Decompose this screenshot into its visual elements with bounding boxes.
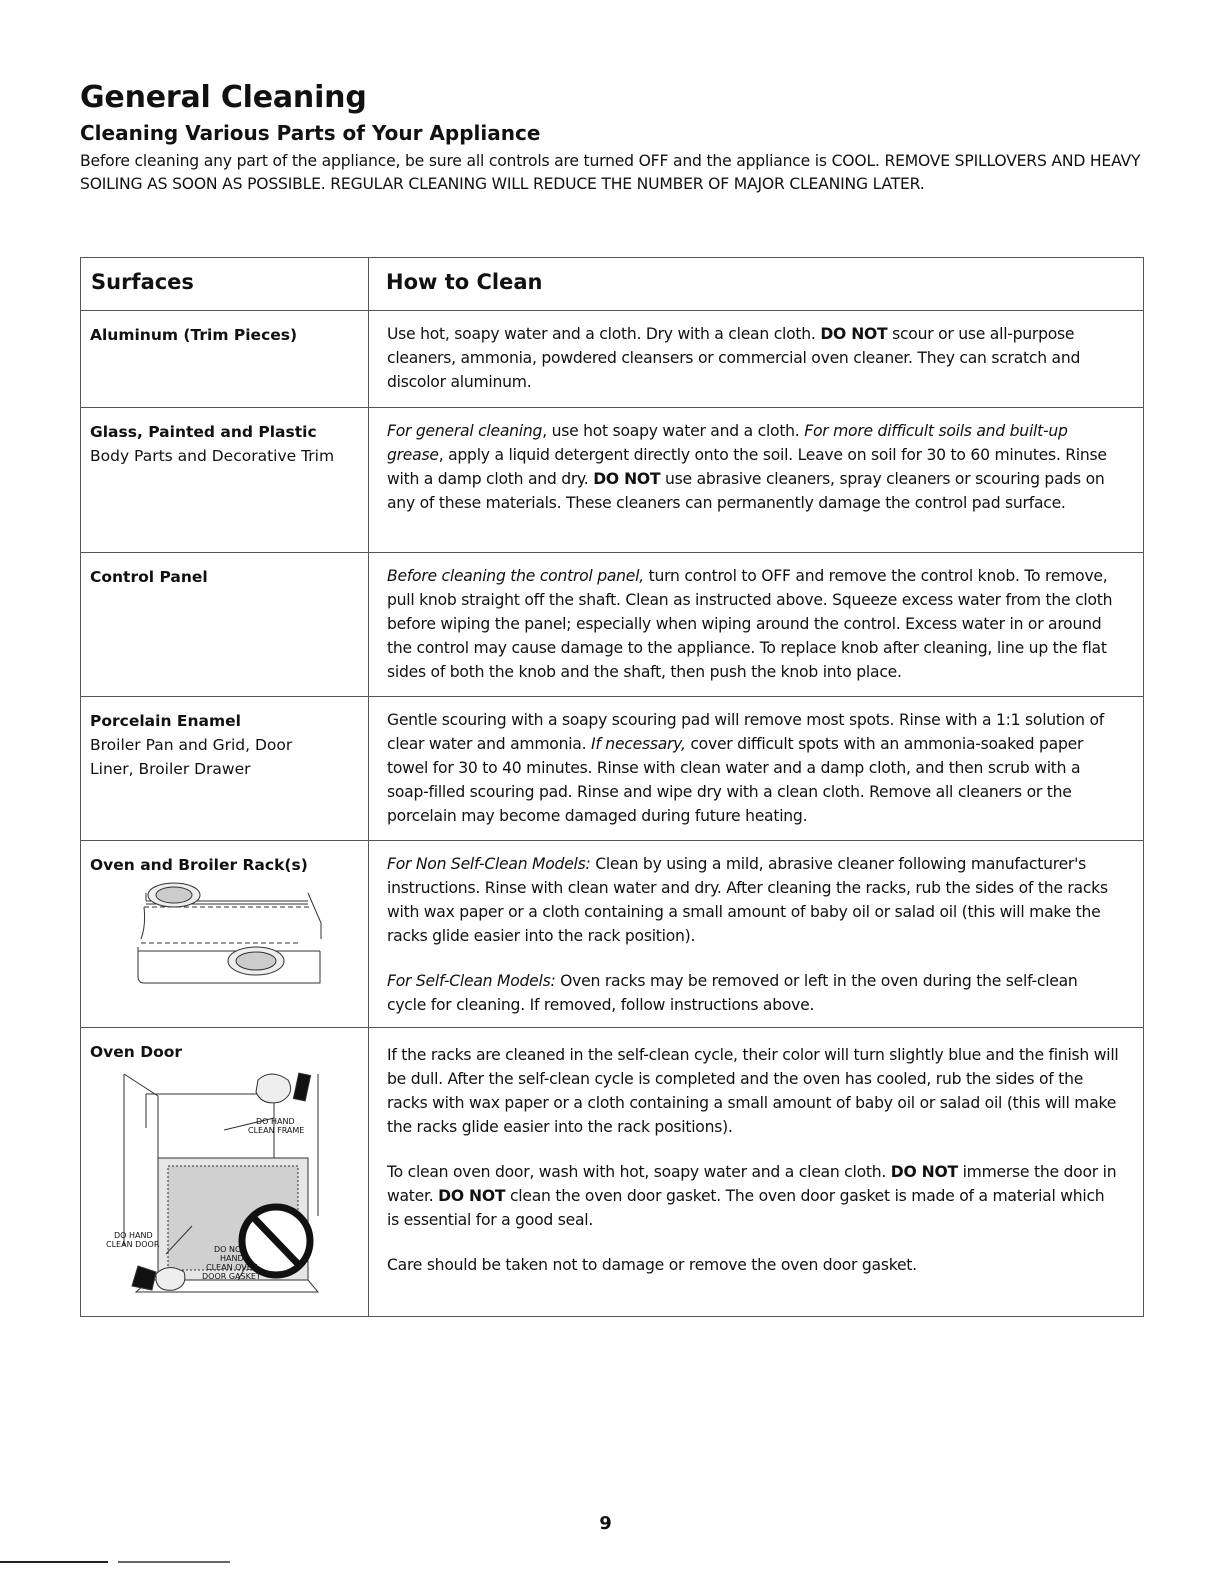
surface-name: Oven and Broiler Rack(s) xyxy=(90,856,308,874)
cleaning-table xyxy=(80,257,1144,1317)
how-text: For Non Self-Clean Models: Clean by using a mild, abrasive cleaner following manufacturer's instructions. Rinse with clean water and dry. After cleaning the racks, rub the sides of the racks with wax paper or a cloth containing a small amount of baby oil or salad oil (this will make the racks glide easier into the rack position). xyxy=(387,855,1108,945)
surface-cell xyxy=(81,1028,369,1317)
table-row xyxy=(81,553,1144,697)
how-cell xyxy=(369,311,1144,408)
surface-subtitle: Broiler Pan and Grid, Door Liner, Broiler Drawer xyxy=(90,736,293,778)
table-row xyxy=(81,311,1144,408)
svg-text:DO HAND: DO HAND xyxy=(256,1117,295,1126)
surface-name: Glass, Painted and Plastic xyxy=(90,423,317,441)
surface-cell xyxy=(81,697,369,841)
surface-cell xyxy=(81,553,369,697)
how-cell xyxy=(369,1028,1144,1317)
svg-text:DO HAND: DO HAND xyxy=(114,1231,153,1240)
surface-name: Porcelain Enamel xyxy=(90,712,241,730)
oven-racks-illustration xyxy=(126,881,326,1001)
surface-cell xyxy=(81,841,369,1028)
svg-text:DO NOT: DO NOT xyxy=(214,1245,247,1254)
how-text: For Self-Clean Models: Oven racks may be removed or left in the oven during the self-clean cycle for cleaning. If removed, follow instructions above. xyxy=(387,972,1078,1014)
svg-text:CLEAN FRAME: CLEAN FRAME xyxy=(248,1126,305,1135)
surface-subtitle: Body Parts and Decorative Trim xyxy=(90,447,335,465)
how-text: Before cleaning the control panel, turn control to OFF and remove the control knob. To remove, pull knob straight off the shaft. Clean as instructed above. Squeeze excess water from the cloth before wiping the panel; especially when wiping around the control. Excess water in or around the control may cause damage to the appliance. To replace knob after cleaning, line up the flat sides of both the knob and the shaft, then push the knob into place. xyxy=(387,567,1113,681)
table-row xyxy=(81,1028,1144,1317)
surface-name: Aluminum (Trim Pieces) xyxy=(90,326,298,344)
surface-cell xyxy=(81,408,369,553)
how-text: Use hot, soapy water and a cloth. Dry with a clean cloth. DO NOT scour or use all-purpose cleaners, ammonia, powdered cleansers or commercial oven cleaner. They can scratch and discolor aluminum. xyxy=(387,325,1081,391)
svg-text:CLEAN OVEN: CLEAN OVEN xyxy=(206,1263,258,1272)
header-how-to-clean: How to Clean xyxy=(369,258,1144,311)
footer-rule xyxy=(118,1561,230,1563)
table-header-row xyxy=(81,258,1144,311)
page-number: 9 xyxy=(599,1513,612,1534)
header-surfaces: Surfaces xyxy=(81,258,369,311)
surface-name: Control Panel xyxy=(90,568,208,586)
how-cell xyxy=(369,553,1144,697)
how-text: For general cleaning, use hot soapy water and a cloth. For more difficult soils and built-up grease, apply a liquid detergent directly onto the soil. Leave on soil for 30 to 60 minutes. Rinse with a damp cloth and dry. DO NOT use abrasive cleaners, spray cleaners or scouring pads on any of these materials. These cleaners can permanently damage the control pad surface. xyxy=(387,422,1107,512)
table-row xyxy=(81,841,1144,1028)
svg-text:DOOR GASKET: DOOR GASKET xyxy=(202,1272,261,1281)
how-text: If the racks are cleaned in the self-clean cycle, their color will turn slightly blue and the finish will be dull. After the self-clean cycle is completed and the oven has cooled, rub the sides of the racks with wax paper or a cloth containing a small amount of baby oil or salad oil (this will make the racks glide easier into the rack positions). xyxy=(387,1046,1119,1136)
how-cell xyxy=(369,697,1144,841)
how-text: Care should be taken not to damage or remove the oven door gasket. xyxy=(387,1256,917,1274)
surface-cell xyxy=(81,311,369,408)
svg-text:CLEAN DOOR: CLEAN DOOR xyxy=(106,1240,160,1249)
how-text: To clean oven door, wash with hot, soapy water and a clean cloth. DO NOT immerse the door in water. DO NOT clean the oven door gasket. The oven door gasket is made of a material which is essential for a good seal. xyxy=(387,1163,1117,1229)
page-title: General Cleaning xyxy=(80,80,367,115)
table-row xyxy=(81,697,1144,841)
table-row xyxy=(81,408,1144,553)
intro-paragraph: Before cleaning any part of the appliance, be sure all controls are turned OFF and the appliance is COOL. REMOVE SPILLOVERS AND HEAVY SOILING AS SOON AS POSSIBLE. REGULAR CLEANING WILL REDUCE THE NUMBER OF MAJOR CLEANING LATER. xyxy=(80,152,1141,193)
section-subtitle: Cleaning Various Parts of Your Appliance xyxy=(80,121,541,145)
how-text: Gentle scouring with a soapy scouring pad will remove most spots. Rinse with a 1:1 solution of clear water and ammonia. If necessary, cover difficult spots with an ammonia-soaked paper towel for 30 to 40 minutes. Rinse with clean water and a damp cloth, and then scrub with a soap-filled scouring pad. Rinse and wipe dry with a clean cloth. Remove all cleaners or the porcelain may become damaged during future heating. xyxy=(387,711,1105,825)
footer-rule xyxy=(0,1561,108,1563)
how-cell xyxy=(369,408,1144,553)
surface-name: Oven Door xyxy=(90,1043,183,1061)
how-cell xyxy=(369,841,1144,1028)
oven-door-illustration xyxy=(96,1066,336,1298)
svg-text:HAND: HAND xyxy=(220,1254,244,1263)
